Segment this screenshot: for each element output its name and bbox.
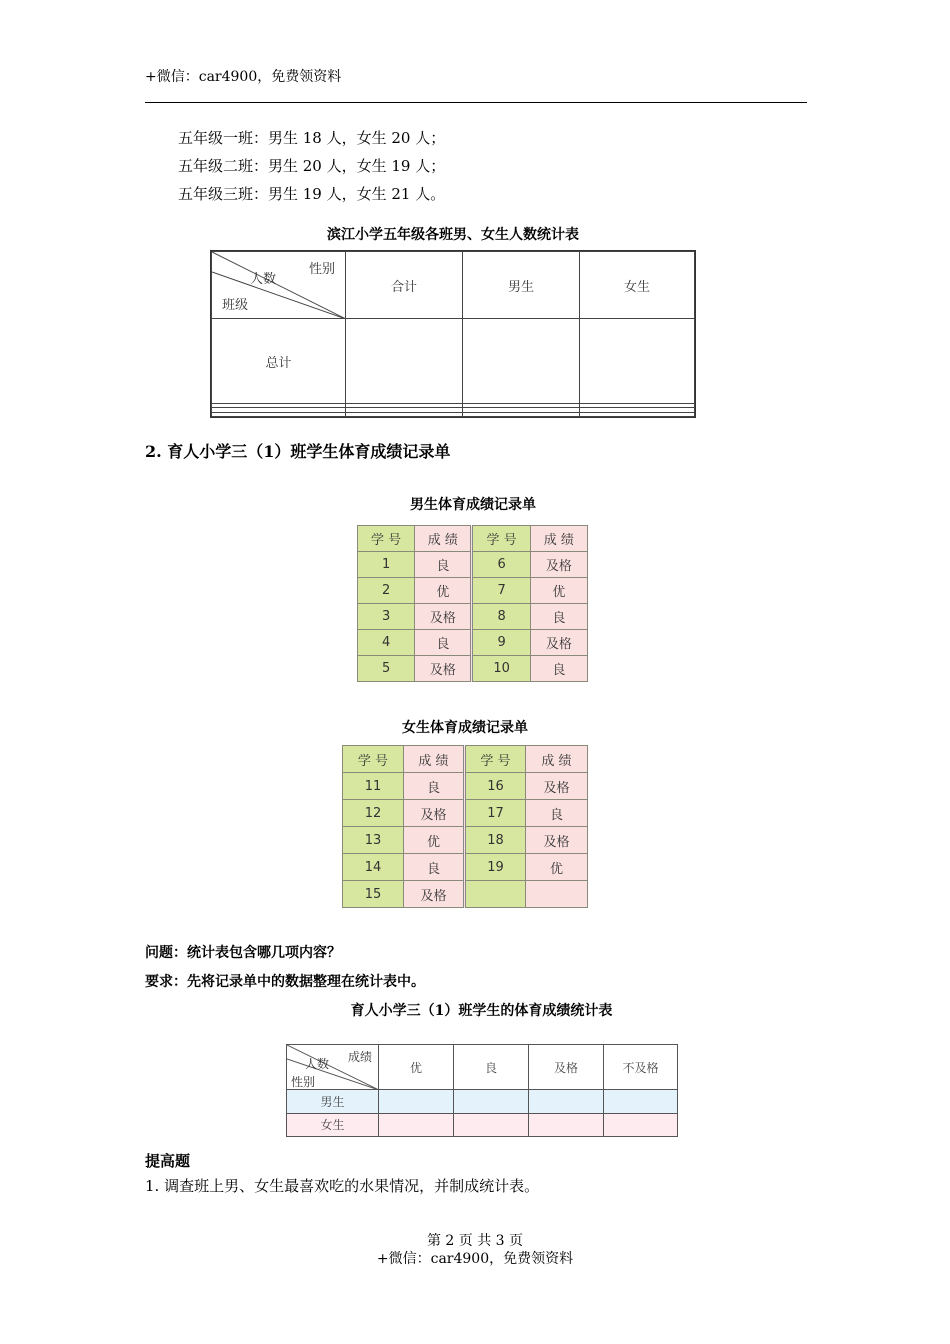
table-row <box>358 578 588 604</box>
header-text: +微信：car4900，免费领资料 <box>145 69 342 85</box>
page-number: 第 2 页 共 3 页 <box>426 1233 524 1249</box>
grade: 及格 <box>530 630 587 656</box>
corner-label-count: 人数 <box>250 272 277 287</box>
stats-row-boys: 男生 <box>287 1090 379 1114</box>
stats-table <box>286 1044 678 1137</box>
table-row <box>287 1090 678 1114</box>
table-row <box>343 800 588 827</box>
table-row <box>343 827 588 854</box>
grade: 及格 <box>404 800 465 827</box>
student-id: 17 <box>465 800 526 827</box>
requirement-text: 要求：先将记录单中的数据整理在统计表中。 <box>145 974 425 990</box>
girls-header-id: 学 号 <box>343 746 404 773</box>
footer-text: +微信：car4900，免费领资料 <box>376 1251 574 1267</box>
student-id: 9 <box>472 630 530 656</box>
class-line-1: 五年级一班：男生 18 人，女生 20 人； <box>178 129 446 147</box>
boys-header-grade: 成 绩 <box>415 526 472 552</box>
student-id: 5 <box>358 656 415 682</box>
grade: 优 <box>415 578 472 604</box>
question-text: 问题：统计表包含哪几项内容？ <box>145 945 341 961</box>
advanced-heading: 提高题 <box>145 1152 191 1170</box>
section2-heading: 2. 育人小学三（1）班学生体育成绩记录单 <box>145 442 451 461</box>
grade: 优 <box>404 827 465 854</box>
grade: 优 <box>530 578 587 604</box>
student-id: 16 <box>465 773 526 800</box>
girls-header-grade: 成 绩 <box>526 746 588 773</box>
student-id: 1 <box>358 552 415 578</box>
boys-header-id: 学 号 <box>358 526 415 552</box>
student-id: 7 <box>472 578 530 604</box>
grade <box>526 881 588 908</box>
table1-col-boys: 男生 <box>463 252 580 319</box>
stats-col-pass: 及格 <box>529 1045 604 1090</box>
table-row <box>358 604 588 630</box>
class-line-3: 五年级三班：男生 19 人，女生 21 人。 <box>178 185 446 203</box>
table-row <box>358 552 588 578</box>
boys-header-grade: 成 绩 <box>530 526 587 552</box>
stats-col-good: 良 <box>454 1045 529 1090</box>
table1-col-girls: 女生 <box>580 252 695 319</box>
grade: 及格 <box>526 773 588 800</box>
stats-corner-cell <box>287 1045 379 1090</box>
class-count-table <box>210 250 696 418</box>
table-row <box>343 854 588 881</box>
table-row <box>343 881 588 908</box>
boys-record-table <box>357 525 588 682</box>
table-row <box>287 1113 678 1137</box>
table-row <box>343 773 588 800</box>
student-id: 11 <box>343 773 404 800</box>
table-row <box>358 630 588 656</box>
student-id: 3 <box>358 604 415 630</box>
grade: 及格 <box>526 827 588 854</box>
corner-label-count: 人数 <box>305 1057 330 1071</box>
student-id: 18 <box>465 827 526 854</box>
student-id <box>465 881 526 908</box>
grade: 及格 <box>415 656 472 682</box>
corner-label-grade: 成绩 <box>347 1050 372 1064</box>
grade: 及格 <box>404 881 465 908</box>
table1-total-label: 总计 <box>212 319 346 404</box>
student-id: 6 <box>472 552 530 578</box>
table-row <box>358 656 588 682</box>
girls-header-grade: 成 绩 <box>404 746 465 773</box>
student-id: 4 <box>358 630 415 656</box>
class-line-2: 五年级二班：男生 20 人，女生 19 人； <box>178 157 446 175</box>
grade: 及格 <box>530 552 587 578</box>
table1-corner-cell <box>212 252 346 319</box>
table1-title: 滨江小学五年级各班男、女生人数统计表 <box>327 227 579 243</box>
stats-table-title: 育人小学三（1）班学生的体育成绩统计表 <box>350 1003 613 1019</box>
stats-col-excellent: 优 <box>379 1045 454 1090</box>
corner-label-class: 班级 <box>222 298 249 313</box>
grade: 良 <box>526 800 588 827</box>
grade: 良 <box>530 656 587 682</box>
grade: 优 <box>526 854 588 881</box>
grade: 良 <box>415 630 472 656</box>
student-id: 19 <box>465 854 526 881</box>
grade: 良 <box>404 773 465 800</box>
corner-label-gender: 性别 <box>291 1075 316 1089</box>
student-id: 8 <box>472 604 530 630</box>
stats-col-fail: 不及格 <box>604 1045 678 1090</box>
girls-header-id: 学 号 <box>465 746 526 773</box>
stats-row-girls: 女生 <box>287 1113 379 1137</box>
grade: 及格 <box>415 604 472 630</box>
student-id: 2 <box>358 578 415 604</box>
student-id: 13 <box>343 827 404 854</box>
header-divider <box>145 102 807 103</box>
grade: 良 <box>404 854 465 881</box>
student-id: 12 <box>343 800 404 827</box>
girls-title: 女生体育成绩记录单 <box>402 720 528 736</box>
table1-col-total: 合计 <box>346 252 463 319</box>
student-id: 10 <box>472 656 530 682</box>
grade: 良 <box>415 552 472 578</box>
student-id: 15 <box>343 881 404 908</box>
girls-record-table <box>342 745 588 908</box>
student-id: 14 <box>343 854 404 881</box>
corner-label-gender: 性别 <box>308 262 335 277</box>
boys-title: 男生体育成绩记录单 <box>410 497 536 513</box>
advanced-item-1: 1. 调查班上男、女生最喜欢吃的水果情况，并制成统计表。 <box>145 1177 540 1195</box>
boys-header-id: 学 号 <box>472 526 530 552</box>
grade: 良 <box>530 604 587 630</box>
